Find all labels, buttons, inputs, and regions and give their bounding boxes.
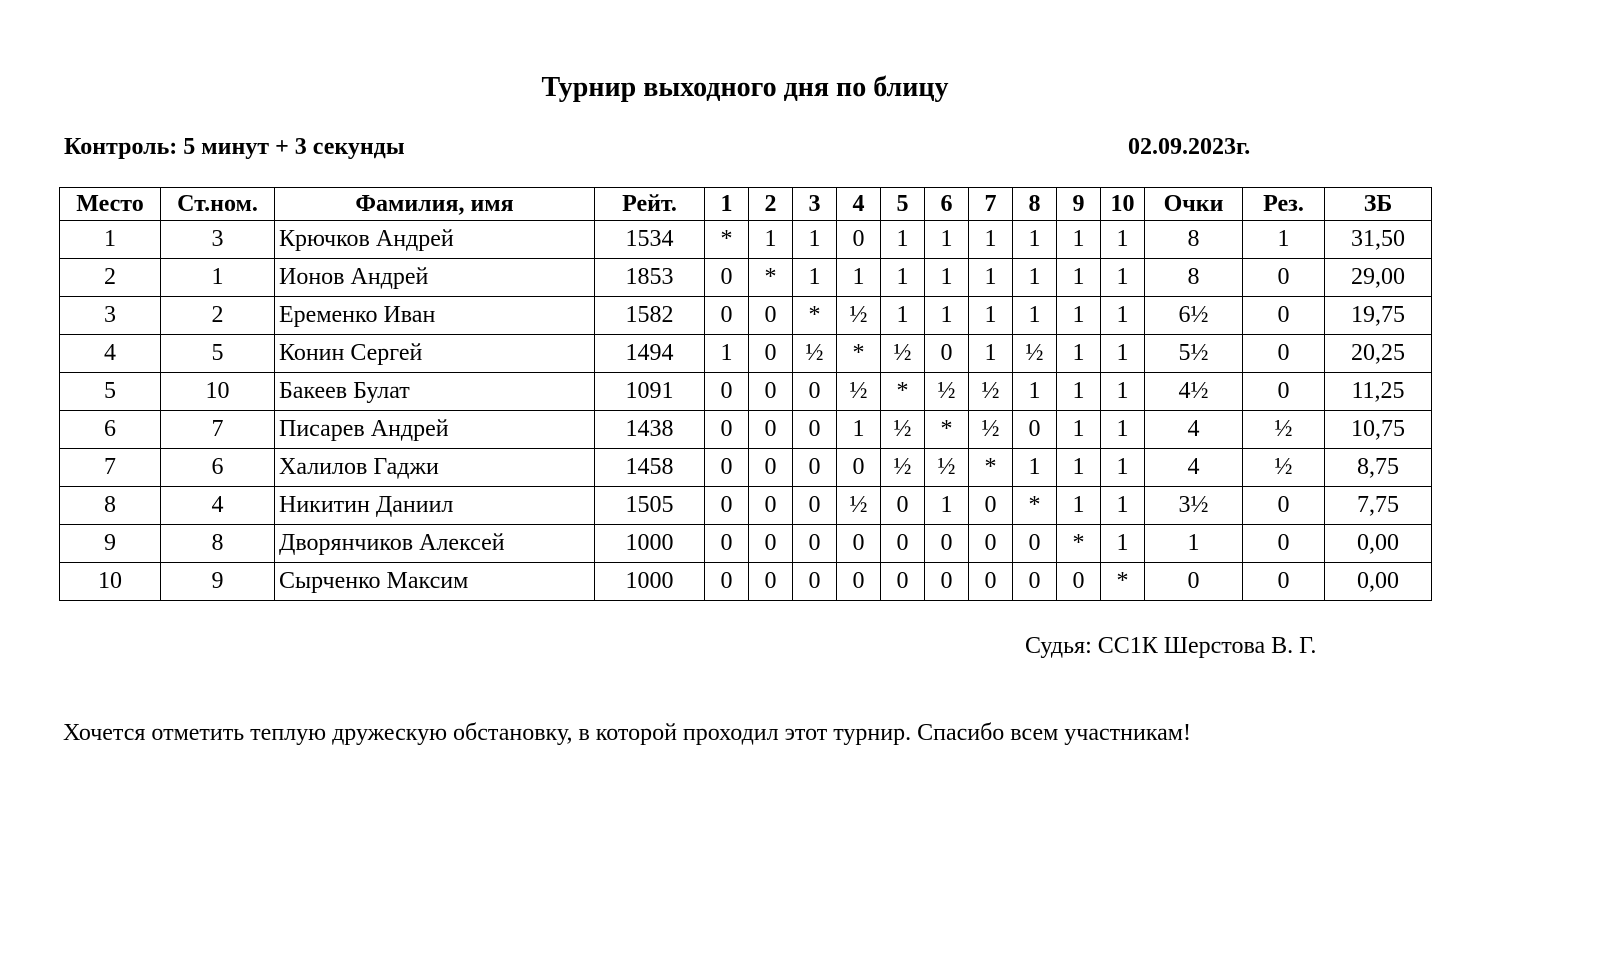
table-cell: 1 <box>1013 373 1057 411</box>
table-cell: 0 <box>1013 525 1057 563</box>
table-cell: 0 <box>749 335 793 373</box>
table-cell: 1 <box>1013 259 1057 297</box>
table-cell: 9 <box>60 525 161 563</box>
table-cell: ½ <box>837 373 881 411</box>
table-cell: 1 <box>1057 297 1101 335</box>
table-cell: 2 <box>60 259 161 297</box>
table-cell: 1 <box>1101 525 1145 563</box>
column-header: ЗБ <box>1325 188 1432 221</box>
table-cell: 0 <box>1243 487 1325 525</box>
table-cell: 0 <box>749 411 793 449</box>
table-cell: ½ <box>1243 411 1325 449</box>
table-cell: 0 <box>705 259 749 297</box>
table-cell: * <box>1101 563 1145 601</box>
table-cell: 0 <box>925 525 969 563</box>
table-cell: 1 <box>1057 221 1101 259</box>
table-body <box>60 221 1432 601</box>
table-cell: 1 <box>881 259 925 297</box>
table-cell: 1 <box>749 221 793 259</box>
table-cell: 0,00 <box>1325 525 1432 563</box>
column-header: 9 <box>1057 188 1101 221</box>
table-cell: 0 <box>837 449 881 487</box>
table-cell: 8 <box>161 525 275 563</box>
table-cell: * <box>705 221 749 259</box>
table-cell: 6½ <box>1145 297 1243 335</box>
table-cell: 19,75 <box>1325 297 1432 335</box>
tournament-date: 02.09.2023г. <box>1128 134 1251 160</box>
table-cell: 1 <box>881 221 925 259</box>
table-cell: 1 <box>969 297 1013 335</box>
table-row <box>60 411 1432 449</box>
table-cell: 0 <box>837 525 881 563</box>
column-header: Рез. <box>1243 188 1325 221</box>
table-cell: 0 <box>705 563 749 601</box>
table-cell: 0 <box>793 487 837 525</box>
column-header: 10 <box>1101 188 1145 221</box>
table-cell: ½ <box>881 335 925 373</box>
table-cell: 10 <box>60 563 161 601</box>
table-cell: 0 <box>881 487 925 525</box>
table-cell: 0 <box>749 525 793 563</box>
table-cell: 0 <box>749 373 793 411</box>
table-cell: 6 <box>60 411 161 449</box>
table-cell: 1 <box>1101 373 1145 411</box>
table-cell: 1 <box>1013 297 1057 335</box>
table-cell: 1 <box>1101 221 1145 259</box>
table-cell: 1 <box>1243 221 1325 259</box>
table-cell: 8,75 <box>1325 449 1432 487</box>
table-cell: 1 <box>793 221 837 259</box>
table-cell: 0 <box>925 335 969 373</box>
player-name-cell: Ионов Андрей <box>275 259 595 297</box>
table-cell: 5 <box>60 373 161 411</box>
table-cell: 9 <box>161 563 275 601</box>
player-name-cell: Сырченко Максим <box>275 563 595 601</box>
table-cell: 1091 <box>595 373 705 411</box>
table-cell: * <box>837 335 881 373</box>
table-cell: 1000 <box>595 563 705 601</box>
table-cell: 0 <box>793 449 837 487</box>
column-header: 3 <box>793 188 837 221</box>
table-cell: ½ <box>1243 449 1325 487</box>
table-cell: 0 <box>969 525 1013 563</box>
table-cell: 1 <box>1057 373 1101 411</box>
table-cell: 0 <box>793 525 837 563</box>
table-cell: 3 <box>161 221 275 259</box>
table-cell: 1000 <box>595 525 705 563</box>
table-cell: 31,50 <box>1325 221 1432 259</box>
table-cell: 1 <box>837 259 881 297</box>
time-control-label: Контроль: 5 минут + 3 секунды <box>64 134 405 160</box>
table-cell: 6 <box>161 449 275 487</box>
table-cell: 0 <box>793 563 837 601</box>
table-cell: 1 <box>1101 449 1145 487</box>
column-header: 1 <box>705 188 749 221</box>
table-cell: 10,75 <box>1325 411 1432 449</box>
table-cell: 0 <box>749 563 793 601</box>
table-row <box>60 335 1432 373</box>
table-cell: 8 <box>1145 221 1243 259</box>
table-cell: 0 <box>881 525 925 563</box>
table-cell: ½ <box>969 411 1013 449</box>
table-cell: 1 <box>1057 259 1101 297</box>
table-row <box>60 297 1432 335</box>
table-cell: 1 <box>705 335 749 373</box>
table-cell: * <box>881 373 925 411</box>
table-cell: 0 <box>705 525 749 563</box>
table-cell: 0 <box>925 563 969 601</box>
table-cell: * <box>749 259 793 297</box>
table-cell: 0 <box>969 563 1013 601</box>
table-cell: 1 <box>1101 411 1145 449</box>
table-cell: 1438 <box>595 411 705 449</box>
table-cell: 1 <box>925 221 969 259</box>
table-cell: 1 <box>1057 449 1101 487</box>
column-header: 5 <box>881 188 925 221</box>
table-cell: 0 <box>705 449 749 487</box>
column-header: 4 <box>837 188 881 221</box>
player-name-cell: Крючков Андрей <box>275 221 595 259</box>
column-header: Место <box>60 188 161 221</box>
table-cell: 3 <box>60 297 161 335</box>
table-cell: 0 <box>793 411 837 449</box>
table-cell: * <box>1013 487 1057 525</box>
table-cell: 4 <box>1145 411 1243 449</box>
table-cell: 0 <box>1145 563 1243 601</box>
table-cell: 7,75 <box>1325 487 1432 525</box>
table-cell: 1 <box>1057 411 1101 449</box>
table-cell: 0 <box>1243 563 1325 601</box>
column-header: Очки <box>1145 188 1243 221</box>
table-cell: 0 <box>793 373 837 411</box>
table-cell: 0 <box>1013 411 1057 449</box>
table-cell: ½ <box>881 449 925 487</box>
column-header: Ст.ном. <box>161 188 275 221</box>
table-cell: ½ <box>969 373 1013 411</box>
table-cell: 1 <box>881 297 925 335</box>
table-row <box>60 221 1432 259</box>
table-cell: 0 <box>749 449 793 487</box>
table-cell: 1494 <box>595 335 705 373</box>
table-cell: 0,00 <box>1325 563 1432 601</box>
table-cell: * <box>925 411 969 449</box>
table-row <box>60 449 1432 487</box>
player-name-cell: Конин Сергей <box>275 335 595 373</box>
table-cell: 1 <box>925 297 969 335</box>
table-cell: ½ <box>1013 335 1057 373</box>
table-cell: 8 <box>60 487 161 525</box>
table-cell: 0 <box>705 297 749 335</box>
table-cell: 0 <box>969 487 1013 525</box>
table-cell: 0 <box>1057 563 1101 601</box>
closing-note: Хочется отметить теплую дружескую обстановку, в которой проходил этот турнир. Спасибо всем участникам! <box>63 720 1191 746</box>
table-cell: 4½ <box>1145 373 1243 411</box>
table-cell: 1 <box>161 259 275 297</box>
table-cell: 0 <box>1243 335 1325 373</box>
table-row <box>60 563 1432 601</box>
table-cell: 2 <box>161 297 275 335</box>
player-name-cell: Еременко Иван <box>275 297 595 335</box>
table-row <box>60 487 1432 525</box>
table-row <box>60 259 1432 297</box>
table-cell: 1 <box>793 259 837 297</box>
table-cell: 0 <box>881 563 925 601</box>
table-cell: 0 <box>1243 297 1325 335</box>
column-header: 2 <box>749 188 793 221</box>
table-cell: 0 <box>837 221 881 259</box>
table-cell: 7 <box>161 411 275 449</box>
table-cell: 1 <box>60 221 161 259</box>
table-cell: 7 <box>60 449 161 487</box>
column-header: Рейт. <box>595 188 705 221</box>
table-header-row <box>60 188 1432 221</box>
player-name-cell: Халилов Гаджи <box>275 449 595 487</box>
table-cell: * <box>793 297 837 335</box>
table-cell: 1 <box>1101 335 1145 373</box>
table-cell: 1534 <box>595 221 705 259</box>
column-header: Фамилия, имя <box>275 188 595 221</box>
table-cell: 11,25 <box>1325 373 1432 411</box>
table-cell: ½ <box>925 449 969 487</box>
table-cell: 1 <box>1101 259 1145 297</box>
player-name-cell: Дворянчиков Алексей <box>275 525 595 563</box>
table-cell: 1458 <box>595 449 705 487</box>
table-cell: 5½ <box>1145 335 1243 373</box>
table-cell: 0 <box>705 373 749 411</box>
table-cell: 1 <box>1057 335 1101 373</box>
table-cell: 20,25 <box>1325 335 1432 373</box>
column-header: 7 <box>969 188 1013 221</box>
table-cell: 0 <box>1243 373 1325 411</box>
table-row <box>60 525 1432 563</box>
table-cell: 4 <box>1145 449 1243 487</box>
table-cell: 0 <box>749 297 793 335</box>
table-cell: 0 <box>837 563 881 601</box>
table-cell: 1 <box>969 259 1013 297</box>
table-row <box>60 373 1432 411</box>
table-cell: 4 <box>60 335 161 373</box>
table-cell: ½ <box>881 411 925 449</box>
table-cell: 0 <box>1243 525 1325 563</box>
table-cell: 1 <box>1101 297 1145 335</box>
table-cell: * <box>1057 525 1101 563</box>
document-title: Турнир выходного дня по блицу <box>541 72 949 103</box>
table-cell: 1 <box>1145 525 1243 563</box>
table-cell: 1505 <box>595 487 705 525</box>
table-cell: 0 <box>1013 563 1057 601</box>
crosstable <box>59 187 1432 601</box>
table-cell: 10 <box>161 373 275 411</box>
table-cell: 1582 <box>595 297 705 335</box>
table-cell: 1853 <box>595 259 705 297</box>
table-cell: 1 <box>925 487 969 525</box>
table-cell: 1 <box>837 411 881 449</box>
table-cell: 1 <box>1101 487 1145 525</box>
table-cell: 1 <box>925 259 969 297</box>
column-header: 8 <box>1013 188 1057 221</box>
table-cell: 3½ <box>1145 487 1243 525</box>
table-cell: 4 <box>161 487 275 525</box>
player-name-cell: Бакеев Булат <box>275 373 595 411</box>
table-cell: ½ <box>837 487 881 525</box>
table-cell: 1 <box>1057 487 1101 525</box>
table-cell: 5 <box>161 335 275 373</box>
table-cell: 29,00 <box>1325 259 1432 297</box>
player-name-cell: Никитин Даниил <box>275 487 595 525</box>
table-cell: 1 <box>969 221 1013 259</box>
table-cell: ½ <box>925 373 969 411</box>
table-cell: 0 <box>749 487 793 525</box>
table-cell: ½ <box>793 335 837 373</box>
table-cell: ½ <box>837 297 881 335</box>
table-cell: 0 <box>705 487 749 525</box>
table-cell: 1 <box>1013 221 1057 259</box>
player-name-cell: Писарев Андрей <box>275 411 595 449</box>
table-cell: 8 <box>1145 259 1243 297</box>
table-cell: * <box>969 449 1013 487</box>
table-cell: 0 <box>1243 259 1325 297</box>
table-cell: 1 <box>1013 449 1057 487</box>
table-cell: 1 <box>969 335 1013 373</box>
judge-signature: Судья: СС1К Шерстова В. Г. <box>1025 633 1317 659</box>
table-cell: 0 <box>705 411 749 449</box>
column-header: 6 <box>925 188 969 221</box>
